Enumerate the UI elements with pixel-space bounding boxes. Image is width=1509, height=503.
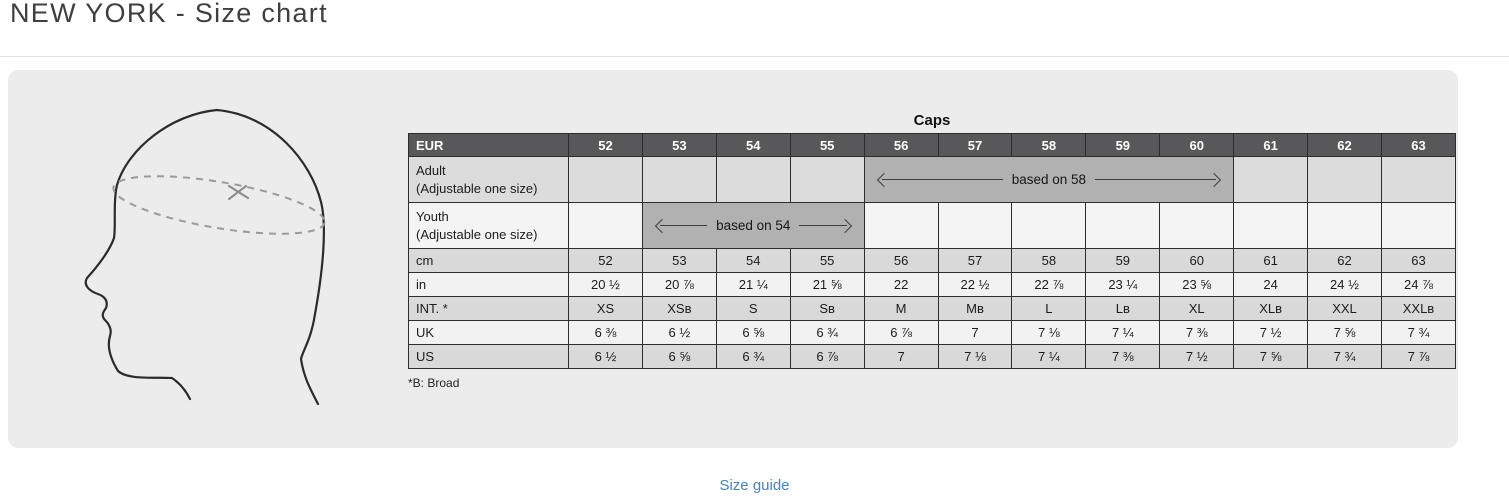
cell: 59 (1086, 249, 1160, 273)
empty-cell (1308, 203, 1382, 249)
header-divider (0, 56, 1509, 57)
cell: 7 ⅛ (938, 345, 1012, 369)
broad-footnote: *B: Broad (408, 376, 460, 390)
arrow-right-icon (1207, 172, 1221, 186)
youth-label: Youth (416, 208, 449, 224)
cell: 6 ¾ (716, 345, 790, 369)
cell: 22 ½ (938, 273, 1012, 297)
cell: M (864, 297, 938, 321)
row-label-uk: UK (409, 321, 569, 345)
cell: 7 ¼ (1086, 321, 1160, 345)
cell: 23 ⅝ (1160, 273, 1234, 297)
double-arrow (643, 203, 864, 248)
cell: 7 ⅝ (1234, 345, 1308, 369)
row-label-in: in (409, 273, 569, 297)
cell: 56 (864, 249, 938, 273)
cell: 7 ¼ (1012, 345, 1086, 369)
cm-row (409, 249, 1456, 273)
cell: 20 ½ (569, 273, 643, 297)
adult-row-label (409, 157, 569, 203)
adult-sublabel: (Adjustable one size) (416, 180, 538, 196)
cell: 24 (1234, 273, 1308, 297)
empty-cell (1086, 203, 1160, 249)
header-cell-eur: EUR (409, 134, 569, 157)
header-cell: 60 (1160, 134, 1234, 157)
cell: 7 ⅜ (1086, 345, 1160, 369)
youth-span-text: based on 54 (716, 218, 791, 233)
cell: 23 ¼ (1086, 273, 1160, 297)
empty-cell (642, 157, 716, 203)
cell: L (1012, 297, 1086, 321)
double-arrow (865, 157, 1234, 202)
header-cell: 57 (938, 134, 1012, 157)
adult-based-on-span (864, 157, 1234, 203)
table-title: Caps (913, 112, 951, 129)
adult-span-text: based on 58 (1011, 172, 1087, 187)
size-chart-panel (8, 70, 1458, 448)
cell: 20 ⅞ (642, 273, 716, 297)
empty-cell (716, 157, 790, 203)
header-cell: 52 (569, 134, 643, 157)
empty-cell (1234, 157, 1308, 203)
empty-cell (864, 203, 938, 249)
cell: 7 ¾ (1308, 345, 1382, 369)
cell: 7 ½ (1234, 321, 1308, 345)
header-cell: 53 (642, 134, 716, 157)
empty-cell (1012, 203, 1086, 249)
header-cell: 55 (790, 134, 864, 157)
head-measurement-illustration (60, 88, 405, 423)
cell: XSʙ (642, 297, 716, 321)
cell: 6 ¾ (790, 321, 864, 345)
adult-row (409, 157, 1456, 203)
youth-row-label (409, 203, 569, 249)
cell: XLʙ (1234, 297, 1308, 321)
cell: 6 ½ (569, 345, 643, 369)
arrow-left-icon (655, 218, 669, 232)
us-row (409, 345, 1456, 369)
header-cell: 59 (1086, 134, 1160, 157)
cell: XS (569, 297, 643, 321)
cell: 7 ¾ (1381, 321, 1455, 345)
cell: 61 (1234, 249, 1308, 273)
caps-size-table (408, 133, 1456, 369)
cell: 63 (1381, 249, 1455, 273)
header-cell: 62 (1308, 134, 1382, 157)
empty-cell (1308, 157, 1382, 203)
cell: 7 ½ (1160, 345, 1234, 369)
youth-row (409, 203, 1456, 249)
cell: Sʙ (790, 297, 864, 321)
empty-cell (1160, 203, 1234, 249)
uk-row (409, 321, 1456, 345)
cell: 24 ½ (1308, 273, 1382, 297)
cell: 22 (864, 273, 938, 297)
empty-cell (1381, 203, 1455, 249)
empty-cell (938, 203, 1012, 249)
cell: 7 (938, 321, 1012, 345)
cell: XXLʙ (1381, 297, 1455, 321)
cell: 7 ⅝ (1308, 321, 1382, 345)
int-row (409, 297, 1456, 321)
empty-cell (1381, 157, 1455, 203)
header-cell: 63 (1381, 134, 1455, 157)
cell: 7 (864, 345, 938, 369)
cell: 21 ¼ (716, 273, 790, 297)
table-header-row (409, 134, 1456, 157)
cell: 6 ⅞ (864, 321, 938, 345)
size-table-block (408, 112, 1456, 390)
header-cell: 54 (716, 134, 790, 157)
cell: 62 (1308, 249, 1382, 273)
row-label-us: US (409, 345, 569, 369)
adult-label: Adult (416, 162, 446, 178)
cell: XXL (1308, 297, 1382, 321)
cell: 54 (716, 249, 790, 273)
measure-ellipse (110, 165, 329, 246)
cell: 53 (642, 249, 716, 273)
cell: S (716, 297, 790, 321)
empty-cell (1234, 203, 1308, 249)
arrow-right-icon (838, 218, 852, 232)
cell: 6 ⅝ (642, 345, 716, 369)
cell: Lʙ (1086, 297, 1160, 321)
cell: 6 ⅜ (569, 321, 643, 345)
cell: 21 ⅝ (790, 273, 864, 297)
cell: 6 ⅝ (716, 321, 790, 345)
empty-cell (790, 157, 864, 203)
arrow-left-icon (877, 172, 891, 186)
row-label-cm: cm (409, 249, 569, 273)
cell: 55 (790, 249, 864, 273)
empty-cell (569, 157, 643, 203)
cell: 60 (1160, 249, 1234, 273)
size-guide-row (0, 477, 1509, 495)
cell: 57 (938, 249, 1012, 273)
cell: 52 (569, 249, 643, 273)
cell: 7 ⅜ (1160, 321, 1234, 345)
cell: 22 ⅞ (1012, 273, 1086, 297)
cell: 7 ⅞ (1381, 345, 1455, 369)
cell: XL (1160, 297, 1234, 321)
cell: 7 ⅛ (1012, 321, 1086, 345)
cell: 24 ⅞ (1381, 273, 1455, 297)
in-row (409, 273, 1456, 297)
youth-sublabel: (Adjustable one size) (416, 226, 538, 242)
cell: 58 (1012, 249, 1086, 273)
cell: Mʙ (938, 297, 1012, 321)
header-cell: 56 (864, 134, 938, 157)
header-cell: 61 (1234, 134, 1308, 157)
size-guide-link[interactable]: Size guide (719, 477, 790, 494)
row-label-int: INT. * (409, 297, 569, 321)
youth-based-on-span (642, 203, 864, 249)
cell: 6 ⅞ (790, 345, 864, 369)
cell: 6 ½ (642, 321, 716, 345)
header-cell: 58 (1012, 134, 1086, 157)
page-title: NEW YORK - Size chart (10, 0, 328, 28)
empty-cell (569, 203, 643, 249)
